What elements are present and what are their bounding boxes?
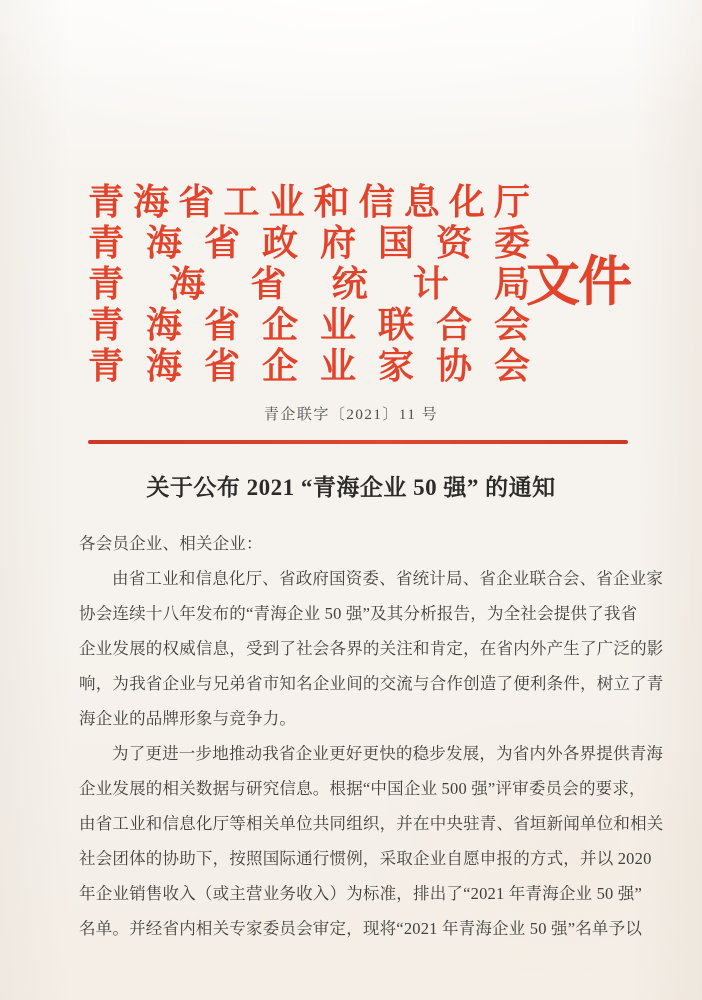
letterhead-org-line: 青海省企业联合会 [88, 305, 530, 345]
body-line: 名单。并经省内相关专家委员会审定，现将“2021 年青海企业 50 强”名单予以 [79, 919, 643, 938]
letterhead-org-line: 青海省工业和信息化厅 [88, 182, 530, 222]
document-body [79, 526, 664, 946]
body-line: 海企业的品牌形象与竞争力。 [79, 709, 297, 728]
body-line: 企业发展的权威信息，受到了社会各界的关注和肯定，在省内外产生了广泛的影 [79, 639, 664, 658]
body-line: 社会团体的协助下，按照国际通行惯例，采取企业自愿申报的方式，并以 2020 [79, 849, 652, 868]
document-title: 关于公布 2021 “青海企业 50 强” 的通知 [146, 475, 556, 500]
letterhead-doc-type-label: 文件 [526, 252, 630, 312]
body-line: 由省工业和信息化厅、省政府国资委、省统计局、省企业联合会、省企业家 [112, 569, 664, 588]
body-line: 年企业销售收入（或主营业务收入）为标准，排出了“2021 年青海企业 50 强” [79, 884, 643, 903]
letterhead-org-line: 青海省政府国资委 [88, 223, 530, 263]
body-line: 由省工业和信息化厅等相关单位共同组织，并在中央驻青、省垣新闻单位和相关 [79, 814, 664, 833]
letterhead-org-block [88, 182, 530, 387]
document-number: 青企联字〔2021〕11 号 [263, 407, 439, 423]
red-separator-line [88, 440, 628, 444]
body-line: 响，为我省企业与兄弟省市知名企业间的交流与合作创造了便利条件，树立了青 [79, 674, 664, 693]
body-salutation: 各会员企业、相关企业： [79, 534, 263, 553]
body-line: 企业发展的相关数据与研究信息。根据“中国企业 500 强”评审委员会的要求， [79, 779, 646, 798]
letterhead-org-line: 青海省企业家协会 [88, 346, 530, 386]
body-line: 为了更进一步地推动我省企业更好更快的稳步发展，为省内外各界提供青海 [112, 744, 664, 763]
body-line: 协会连续十八年发布的“青海企业 50 强”及其分析报告，为全社会提供了我省 [79, 604, 638, 623]
letterhead-org-line: 青海省统计局 [88, 264, 530, 304]
